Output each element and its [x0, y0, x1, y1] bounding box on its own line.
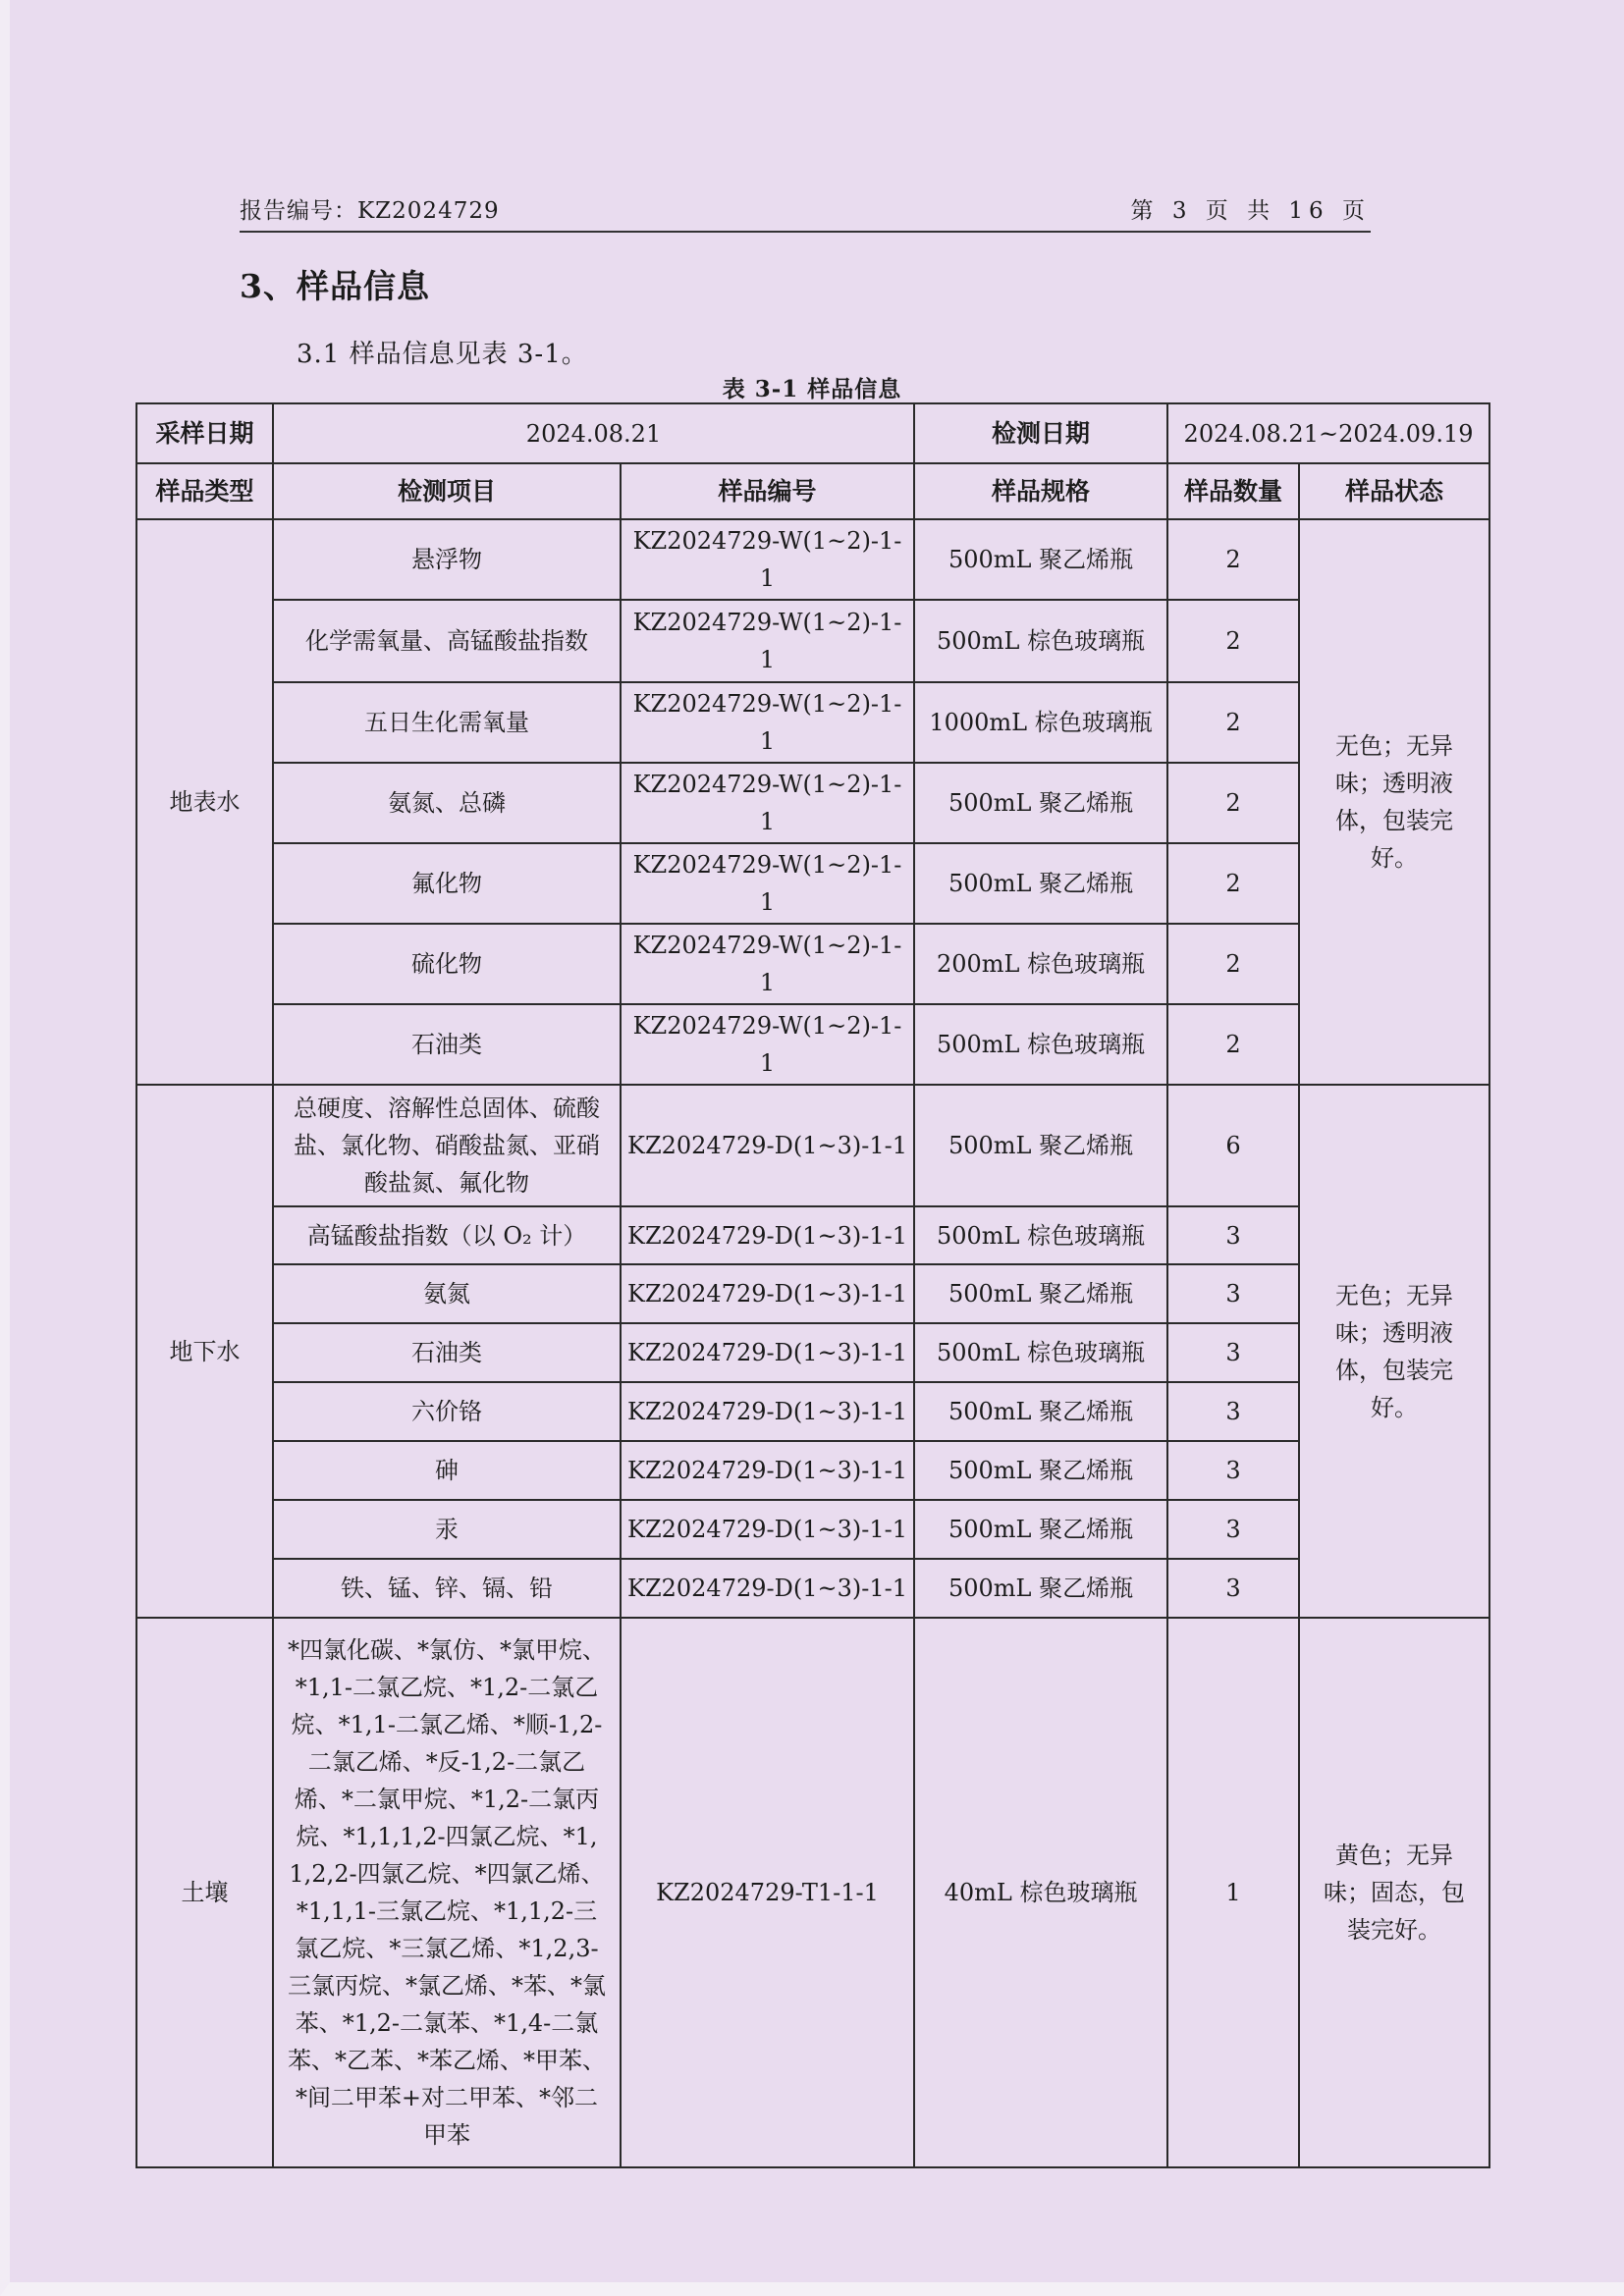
sample-qty-cell: 2: [1167, 843, 1299, 924]
table-row: [136, 1559, 1489, 1618]
sample-code-cell: KZ2024729-D(1~3)-1-1: [621, 1559, 914, 1618]
sample-spec-cell: 500mL 聚乙烯瓶: [914, 763, 1167, 843]
sample-qty-cell: 3: [1167, 1441, 1299, 1500]
report-number: 报告编号：KZ2024729: [240, 198, 500, 224]
column-header: 样品状态: [1299, 463, 1489, 519]
table-row: [136, 763, 1489, 843]
sample-qty-cell: 2: [1167, 763, 1299, 843]
test-date-label: 检测日期: [914, 403, 1167, 463]
sample-spec-cell: 500mL 聚乙烯瓶: [914, 1085, 1167, 1206]
sample-info-table: [135, 402, 1490, 2168]
table-row: [136, 1382, 1489, 1441]
page-number: 第 3 页 共 16 页: [1130, 198, 1371, 224]
sample-status-cell: 无色；无异味；透明液体，包装完好。: [1299, 519, 1489, 1085]
sample-qty-cell: 6: [1167, 1085, 1299, 1206]
table-row: [136, 682, 1489, 763]
sample-code-cell: KZ2024729-D(1~3)-1-1: [621, 1500, 914, 1559]
page-header: [240, 191, 1371, 233]
sample-qty-cell: 2: [1167, 600, 1299, 682]
sample-qty-cell: 3: [1167, 1264, 1299, 1323]
sampling-date-value: 2024.08.21: [273, 403, 914, 463]
test-date-value: 2024.08.21~2024.09.19: [1167, 403, 1489, 463]
sample-spec-cell: 500mL 聚乙烯瓶: [914, 843, 1167, 924]
sample-status-cell: 无色；无异味；透明液体，包装完好。: [1299, 1085, 1489, 1618]
sample-spec-cell: 40mL 棕色玻璃瓶: [914, 1618, 1167, 2167]
test-item-cell: 石油类: [273, 1004, 621, 1085]
table-row: [136, 1441, 1489, 1500]
sample-code-cell: KZ2024729-W(1~2)-1-1: [621, 519, 914, 600]
test-item-cell: 铁、锰、锌、镉、铅: [273, 1559, 621, 1618]
sample-spec-cell: 1000mL 棕色玻璃瓶: [914, 682, 1167, 763]
sample-code-cell: KZ2024729-W(1~2)-1-1: [621, 1004, 914, 1085]
column-header: 样品编号: [621, 463, 914, 519]
test-item-cell: 化学需氧量、高锰酸盐指数: [273, 600, 621, 682]
test-item-cell: 悬浮物: [273, 519, 621, 600]
table-row: [136, 1323, 1489, 1382]
sample-code-cell: KZ2024729-W(1~2)-1-1: [621, 924, 914, 1004]
section-intro: 3.1 样品信息见表 3-1。: [297, 340, 588, 369]
sample-code-cell: KZ2024729-W(1~2)-1-1: [621, 600, 914, 682]
table-row: [136, 924, 1489, 1004]
table-row: [136, 843, 1489, 924]
sample-spec-cell: 500mL 聚乙烯瓶: [914, 519, 1167, 600]
test-item-cell: 氨氮、总磷: [273, 763, 621, 843]
sample-spec-cell: 500mL 聚乙烯瓶: [914, 1559, 1167, 1618]
column-header: 样品规格: [914, 463, 1167, 519]
table-row: [136, 1500, 1489, 1559]
sample-code-cell: KZ2024729-W(1~2)-1-1: [621, 763, 914, 843]
test-item-cell: 石油类: [273, 1323, 621, 1382]
sample-code-cell: KZ2024729-D(1~3)-1-1: [621, 1264, 914, 1323]
table-row: [136, 1264, 1489, 1323]
test-item-cell: 六价铬: [273, 1382, 621, 1441]
column-header: 检测项目: [273, 463, 621, 519]
table-row: [136, 1085, 1489, 1206]
sample-spec-cell: 500mL 棕色玻璃瓶: [914, 600, 1167, 682]
sample-type-cell: 地下水: [136, 1085, 273, 1618]
test-item-cell: 五日生化需氧量: [273, 682, 621, 763]
table-row: [136, 600, 1489, 682]
column-header: 样品类型: [136, 463, 273, 519]
sample-spec-cell: 500mL 聚乙烯瓶: [914, 1441, 1167, 1500]
sample-type-cell: 土壤: [136, 1618, 273, 2167]
sampling-date-label: 采样日期: [136, 403, 273, 463]
sample-qty-cell: 3: [1167, 1206, 1299, 1264]
sample-code-cell: KZ2024729-D(1~3)-1-1: [621, 1441, 914, 1500]
sample-qty-cell: 3: [1167, 1323, 1299, 1382]
sample-code-cell: KZ2024729-D(1~3)-1-1: [621, 1382, 914, 1441]
sample-qty-cell: 3: [1167, 1559, 1299, 1618]
sample-code-cell: KZ2024729-W(1~2)-1-1: [621, 843, 914, 924]
test-item-cell: *四氯化碳、*氯仿、*氯甲烷、*1,1-二氯乙烷、*1,2-二氯乙烷、*1,1-二氯乙烯、*顺-1,2-二氯乙烯、*反-1,2-二氯乙烯、*二氯甲烷、*1,2-二氯丙烷、*1,1,1,2-四氯乙烷、*1,1,2,2-四氯乙烷、*四氯乙烯、*1,1,1-三氯乙烷、*1,1,2-三氯乙烷、*三氯乙烯、*1,2,3-三氯丙烷、*氯乙烯、*苯、*氯苯、*1,2-二氯苯、*1,4-二氯苯、*乙苯、*苯乙烯、*甲苯、*间二甲苯+对二甲苯、*邻二甲苯: [273, 1618, 621, 2167]
sample-qty-cell: 2: [1167, 1004, 1299, 1085]
test-item-cell: 高锰酸盐指数（以 O₂ 计）: [273, 1206, 621, 1264]
table-row: [136, 1004, 1489, 1085]
test-item-cell: 砷: [273, 1441, 621, 1500]
date-row: [136, 403, 1489, 463]
column-header: 样品数量: [1167, 463, 1299, 519]
table-row: [136, 519, 1489, 600]
sample-code-cell: KZ2024729-T1-1-1: [621, 1618, 914, 2167]
sample-qty-cell: 2: [1167, 682, 1299, 763]
sample-code-cell: KZ2024729-D(1~3)-1-1: [621, 1085, 914, 1206]
sample-spec-cell: 500mL 棕色玻璃瓶: [914, 1206, 1167, 1264]
sample-spec-cell: 200mL 棕色玻璃瓶: [914, 924, 1167, 1004]
test-item-cell: 硫化物: [273, 924, 621, 1004]
sample-qty-cell: 3: [1167, 1500, 1299, 1559]
test-item-cell: 氟化物: [273, 843, 621, 924]
sample-qty-cell: 2: [1167, 519, 1299, 600]
sample-type-cell: 地表水: [136, 519, 273, 1085]
sample-spec-cell: 500mL 聚乙烯瓶: [914, 1264, 1167, 1323]
test-item-cell: 总硬度、溶解性总固体、硫酸盐、氯化物、硝酸盐氮、亚硝酸盐氮、氟化物: [273, 1085, 621, 1206]
column-header-row: [136, 463, 1489, 519]
sample-qty-cell: 3: [1167, 1382, 1299, 1441]
sample-qty-cell: 2: [1167, 924, 1299, 1004]
table-row: [136, 1206, 1489, 1264]
sample-spec-cell: 500mL 棕色玻璃瓶: [914, 1323, 1167, 1382]
sample-qty-cell: 1: [1167, 1618, 1299, 2167]
sample-status-cell: 黄色；无异味；固态，包装完好。: [1299, 1618, 1489, 2167]
test-item-cell: 氨氮: [273, 1264, 621, 1323]
sample-spec-cell: 500mL 棕色玻璃瓶: [914, 1004, 1167, 1085]
table-caption: 表 3-1 样品信息: [722, 376, 902, 402]
sample-code-cell: KZ2024729-D(1~3)-1-1: [621, 1323, 914, 1382]
sample-code-cell: KZ2024729-W(1~2)-1-1: [621, 682, 914, 763]
sample-spec-cell: 500mL 聚乙烯瓶: [914, 1500, 1167, 1559]
test-item-cell: 汞: [273, 1500, 621, 1559]
sample-spec-cell: 500mL 聚乙烯瓶: [914, 1382, 1167, 1441]
section-title: 3、样品信息: [240, 267, 430, 305]
table-row: [136, 1618, 1489, 2167]
sample-code-cell: KZ2024729-D(1~3)-1-1: [621, 1206, 914, 1264]
